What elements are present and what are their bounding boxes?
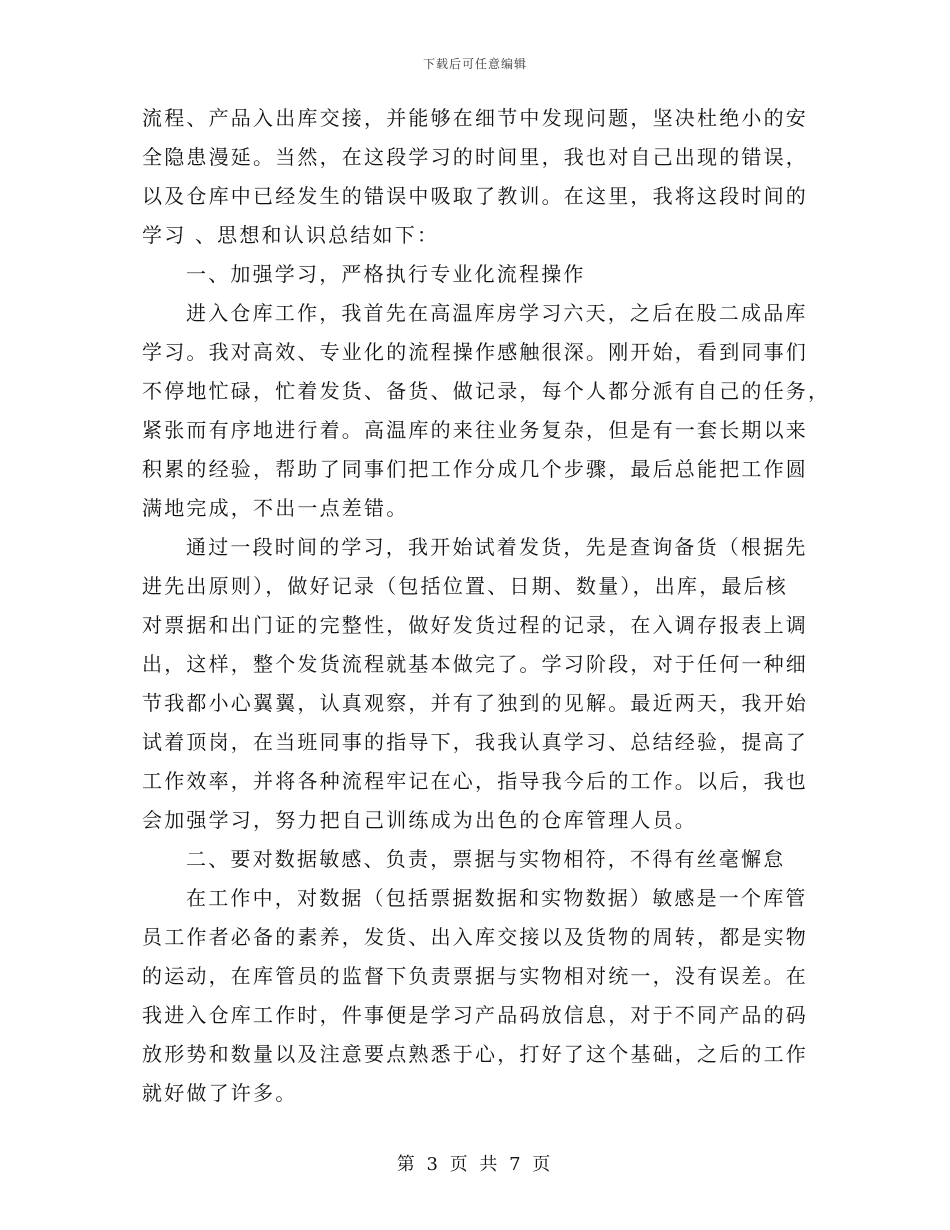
- section-heading-1: 一、加强学习，严格执行专业化流程操作: [186, 262, 586, 286]
- body-line: 进先出原则），做好记录（包括位置、日期、数量），出库，最后核: [142, 574, 788, 598]
- body-line: 进入仓库工作，我首先在高温库房学习六天，之后在股二成品库: [186, 301, 808, 325]
- body-line: 会加强学习，努力把自己训练成为出色的仓库管理人员。: [142, 808, 697, 832]
- body-line: 就好做了许多。: [142, 1081, 298, 1105]
- body-line: 学习。我对高效、专业化的流程操作感触很深。刚开始，看到同事们: [142, 340, 808, 364]
- body-line: 我进入仓库工作时，件事便是学习产品码放信息，对于不同产品的码: [142, 1003, 808, 1027]
- body-line: 工作效率，并将各种流程牢记在心，指导我今后的工作。以后，我也: [142, 769, 808, 793]
- body-line: 流程、产品入出库交接，并能够在细节中发现问题，坚决杜绝小的安: [142, 106, 808, 130]
- body-line: 学习 、思想和认识总结如下：: [142, 223, 440, 247]
- body-line: 积累的经验，帮助了同事们把工作分成几个步骤，最后总能把工作圆: [142, 457, 808, 481]
- body-line: 不停地忙碌，忙着发货、备货、做记录，每个人都分派有自己的任务，: [142, 379, 831, 403]
- body-line: 满地完成，不出一点差错。: [142, 496, 409, 520]
- page-header: 下载后可任意编辑: [422, 57, 527, 71]
- body-line: 节我都小心翼翼，认真观察，并有了独到的见解。最近两天，我开始: [142, 691, 808, 715]
- document-body: [142, 99, 831, 1113]
- body-line: 通过一段时间的学习，我开始试着发货，先是查询备货（根据先: [186, 535, 808, 559]
- body-line: 以及仓库中已经发生的错误中吸取了教训。在这里，我将这段时间的: [142, 184, 808, 208]
- body-line: 对票据和出门证的完整性，做好发货过程的记录，在入调存报表上调: [142, 613, 808, 637]
- body-line: 全隐患漫延。当然，在这段学习的时间里，我也对自己出现的错误，: [142, 145, 808, 169]
- section-heading-2: 二、要对数据敏感、负责，票据与实物相符，不得有丝毫懈怠: [186, 847, 786, 871]
- body-line: 放形势和数量以及注意要点熟悉于心，打好了这个基础，之后的工作: [142, 1042, 808, 1066]
- page-number: 第 3 页 共 7 页: [396, 1154, 554, 1175]
- body-line: 试着顶岗，在当班同事的指导下，我我认真学习、总结经验，提高了: [142, 730, 808, 754]
- body-line: 的运动，在库管员的监督下负责票据与实物相对统一，没有误差。在: [142, 964, 808, 988]
- body-line: 在工作中，对数据（包括票据数据和实物数据）敏感是一个库管: [186, 886, 808, 910]
- body-line: 出，这样，整个发货流程就基本做完了。学习阶段，对于任何一种细: [142, 652, 808, 676]
- body-line: 紧张而有序地进行着。高温库的来往业务复杂，但是有一套长期以来: [142, 418, 808, 442]
- body-line: 员工作者必备的素养，发货、出入库交接以及货物的周转，都是实物: [142, 925, 808, 949]
